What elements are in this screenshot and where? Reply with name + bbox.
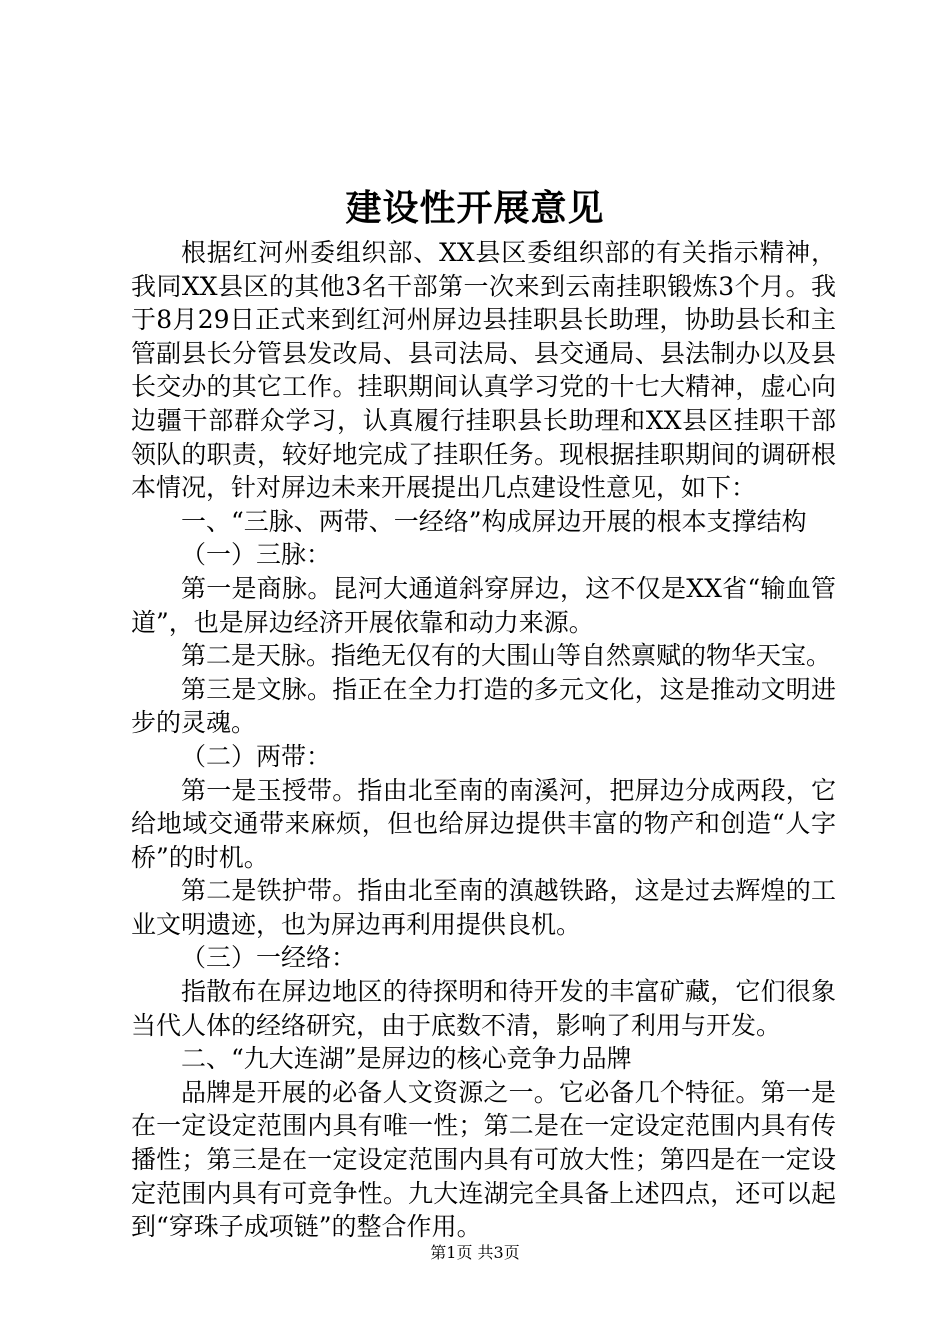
paragraph-jade-belt: 第一是玉授带。指由北至南的南溪河，把屏边分成两段，它给地域交通带来麻烦，但也给屏边提供丰富的物产和创造“人字桥”的时机。 bbox=[131, 775, 836, 872]
document-body bbox=[131, 236, 836, 1244]
subheading-one-meridian: （三）一经络： bbox=[181, 943, 357, 973]
document-title: 建设性开展意见 bbox=[345, 187, 605, 229]
page-footer: 第1页 共3页 bbox=[430, 1243, 520, 1262]
heading-section-2: 二、“九大连湖”是屏边的核心竞争力品牌 bbox=[181, 1044, 632, 1074]
paragraph-brand: 品牌是开展的必备人文资源之一。它必备几个特征。第一是在一定设定范围内具有唯一性；第二是在一定设定范围内具有传播性；第三是在一定设定范围内具有可放大性；第四是在一定设定范围内具有可竞争性。九大连湖完全具备上述四点，还可以起到“穿珠子成项链”的整合作用。 bbox=[131, 1077, 836, 1242]
paragraph-iron-belt: 第二是铁护带。指由北至南的滇越铁路，这是过去辉煌的工业文明遗迹，也为屏边再利用提供良机。 bbox=[131, 876, 836, 939]
paragraph-heaven-vein: 第二是天脉。指绝无仅有的大围山等自然禀赋的物华天宝。 bbox=[181, 641, 832, 671]
paragraph-minerals: 指散布在屏边地区的待探明和待开发的丰富矿藏，它们很象当代人体的经络研究，由于底数不清，影响了利用与开发。 bbox=[131, 977, 836, 1040]
paragraph-culture-vein: 第三是文脉。指正在全力打造的多元文化，这是推动文明进步的灵魂。 bbox=[131, 674, 836, 738]
subheading-two-belts: （二）两带： bbox=[181, 741, 332, 771]
paragraph-commerce-vein: 第一是商脉。昆河大通道斜穿屏边，这不仅是XX省“输血管道”，也是屏边经济开展依靠和动力来源。 bbox=[131, 573, 836, 637]
paragraph-intro: 根据红河州委组织部、XX县区委组织部的有关指示精神，我同XX县区的其他3名干部第一次来到云南挂职锻炼3个月。我于8月29日正式来到红河州屏边县挂职县长助理，协助县长和主管副县长分管县发改局、县司法局、县交通局、县法制办以及县长交办的其它工作。挂职期间认真学习党的十七大精神，虚心向边疆干部群众学习，认真履行挂职县长助理和XX县区挂职干部领队的职责，较好地完成了挂职任务。现根据挂职期间的调研根本情况，针对屏边未来开展提出几点建设性意见，如下： bbox=[131, 238, 836, 503]
subheading-three-veins: （一）三脉： bbox=[181, 540, 332, 570]
heading-section-1: 一、“三脉、两带、一经络”构成屏边开展的根本支撑结构 bbox=[181, 506, 807, 536]
